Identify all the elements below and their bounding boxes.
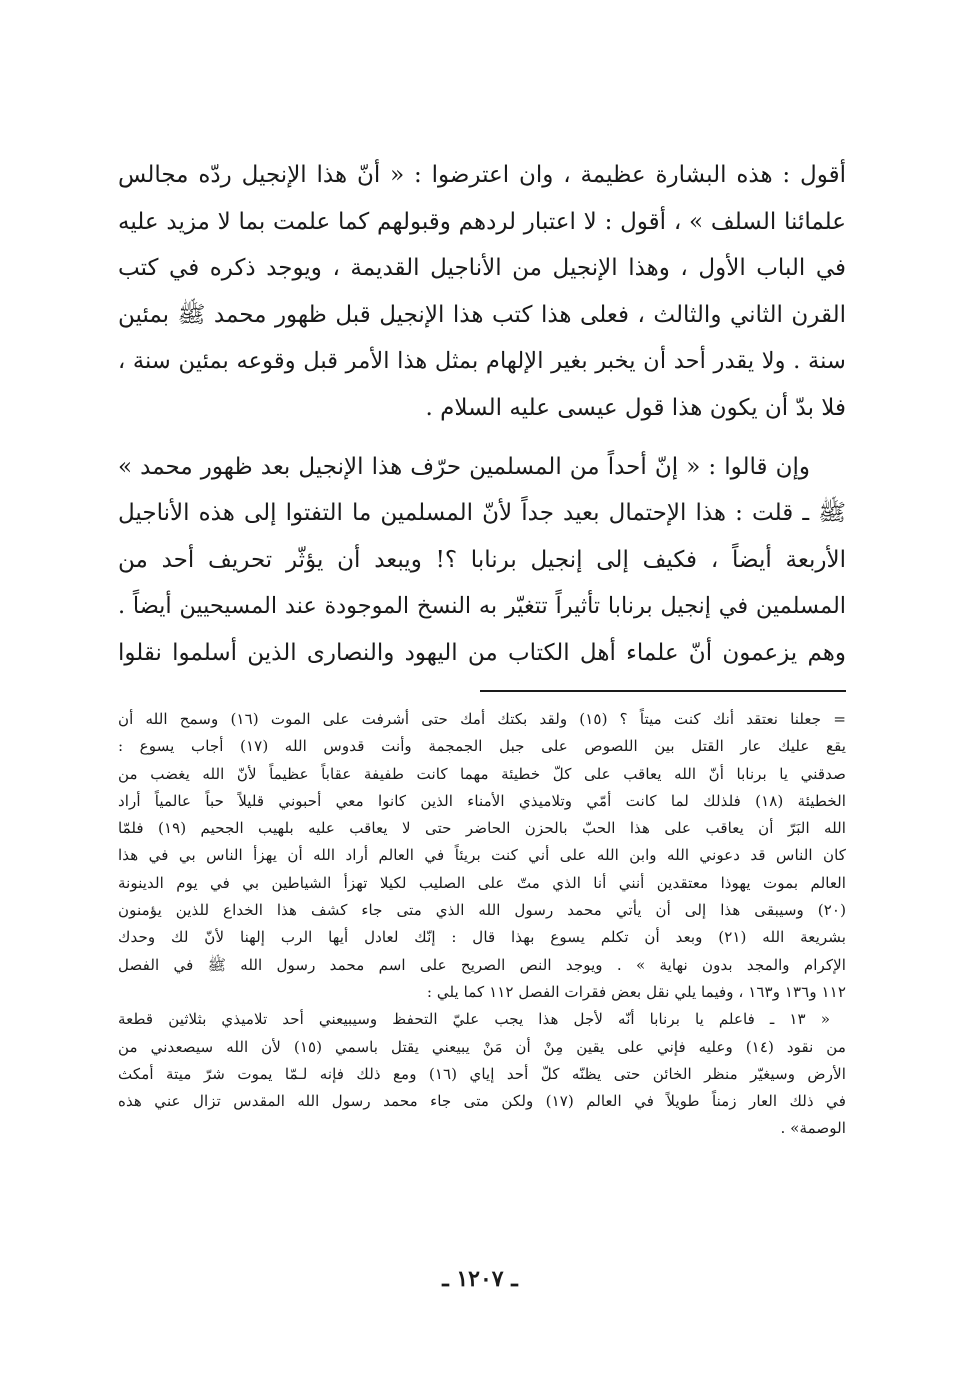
body-line-8: ﷺ ـ قلت : هذا الإحتمال بعيد جداً لأنّ المسلمين ما التفتوا إلى هذه الأناجيل xyxy=(118,500,846,527)
body-line-6: فلا بدّ أن يكون هذا قول عيسى عليه السلام . xyxy=(425,394,846,421)
footnote-line: الله البَرّ أن يعاقب على هذا الحبّ بالحزن الحاضر حتى لا يعاقب عليه بلهيب الجحيم (١٩) فلمّا xyxy=(118,819,847,838)
footnotes xyxy=(118,706,846,1143)
footnote-line: يقع عليك عار القتل بين اللصوص على جبل الجمجمة وأنت قدوس الله (١٧) أجاب يسوع : xyxy=(118,737,847,756)
footnote-line: (٢٠) وسيبقى هذا إلى أن يأتي محمد رسول الله الذي متى جاء كشف هذا الخداع للذين يؤمنون xyxy=(118,901,846,920)
footnote-line: ١١٢ و١٣٦ و١٦٣ ، وفيما يلي نقل بعض فقرات الفصل ١١٢ كما يلي : xyxy=(426,982,846,1001)
body-line-5: سنة . ولا يقدر أحد أن يخبر بغير الإلهام بمثل هذا الأمر قبل وقوعه بمئين سنة ، xyxy=(118,348,846,375)
body-line-7: وإن قالوا : « إنّ أحداً من المسلمين حرّف هذا الإنجيل بعد ظهور محمد » xyxy=(118,453,810,480)
page-number: ـ ١٢٠٧ ـ xyxy=(442,1266,518,1292)
body-line-3: في الباب الأول ، وهذا الإنجيل من الأناجيل القديمة ، ويوجد ذكره في كتب xyxy=(118,255,846,282)
body-line-11: وهم يزعمون أنّ علماء أهل الكتاب من اليهود والنصارى الذين أسلموا نقلوا xyxy=(118,639,846,666)
body-line-4: القرن الثاني والثالث ، فعلى هذا كتب هذا الإنجيل قبل ظهور محمد ﷺ بمئين xyxy=(118,301,846,328)
footnote-line: صدقني يا برنابا أنّ الله يعاقب على كلّ خطيئة مهما كانت طفيفة عقاباً عظيماً لأنّ الله يغضب من xyxy=(118,764,846,783)
body-line-9: الأربعة أيضاً ، فكيف إلى إنجيل برنابا ؟! ويبعد أن يؤثّر تحريف أحد من xyxy=(118,546,846,573)
main-text xyxy=(118,152,846,677)
footnote-line: الخطيئة (١٨) فلذلك لما كانت أمّي وتلاميذي الأمناء الذين كانوا معي أحبوني قليلاً حباً عالمياً أراد xyxy=(118,791,846,810)
body-line-2: علمائنا السلف » ، أقول : لا اعتبار لردهم وقبولهم كما علمت بما لا مزيد عليه xyxy=(118,208,846,235)
footnote-line: بشريعة الله (٢١) وبعد أن تكلم يسوع بهذا قال : إنّك لعادل أيها الرب إلهنا لأنّ لك وحدك xyxy=(118,928,846,947)
footnote-line: الأرض وسيغيّر منظر الخائن حتى يظنّه كلّ أحد إياي (١٦) ومع ذلك فإنه لـمّا يموت شرّ ميتة أمكث xyxy=(118,1064,846,1083)
footnote-line: = جعلنا نعتقد أنك كنت ميتاً ؟ (١٥) ولقد بكتك أمك حتى أشرفت على الموت (١٦) وسمح الله أن xyxy=(118,710,846,728)
footnote-line: من نقود (١٤) وعليه فإني على يقين مِنْ أن مَنْ يبيعني يقتل باسمي (١٥) لأن الله سيصعدني من xyxy=(118,1037,846,1056)
footnote-line: العالم بموت يهوذا معتقدين أنني أنا الذي متّ على الصليب لكيلا تهزأ الشياطين بي في يوم الدينونة xyxy=(118,873,846,892)
footnote-line: الوصمة» . xyxy=(780,1119,846,1138)
footnote-line: الإكرام والمجد بدون نهاية » . ويوجد النص الصريح على اسم محمد رسول الله ﷺ في الفصل xyxy=(118,955,846,974)
footnote-line: « ١٣ ـ فاعلم يا برنابا أنّه لأجل هذا يجب عليّ التحفظ وسيبيعني أحد تلاميذي بثلاثين قطعة xyxy=(118,1010,830,1029)
footnote-line: كان الناس قد دعوني الله وابن الله على أني كنت بريئاً في العالم أراد الله أن يهزأ الناس بي في هذا xyxy=(118,846,846,865)
body-line-1: أقول : هذه البشارة عظيمة ، وان اعترضوا : « أنّ هذا الإنجيل ردّه مجالس xyxy=(118,162,846,188)
footnote-separator xyxy=(480,690,846,692)
footnote-line: في ذلك العار زمناً طويلاً في العالم (١٧) ولكن متى جاء محمد رسول الله المقدس تزال عني هذه xyxy=(118,1092,846,1111)
body-line-10: المسلمين في إنجيل برنابا تأثيراً تتغيّر به النسخ الموجودة عند المسيحيين أيضاً . xyxy=(118,593,846,620)
